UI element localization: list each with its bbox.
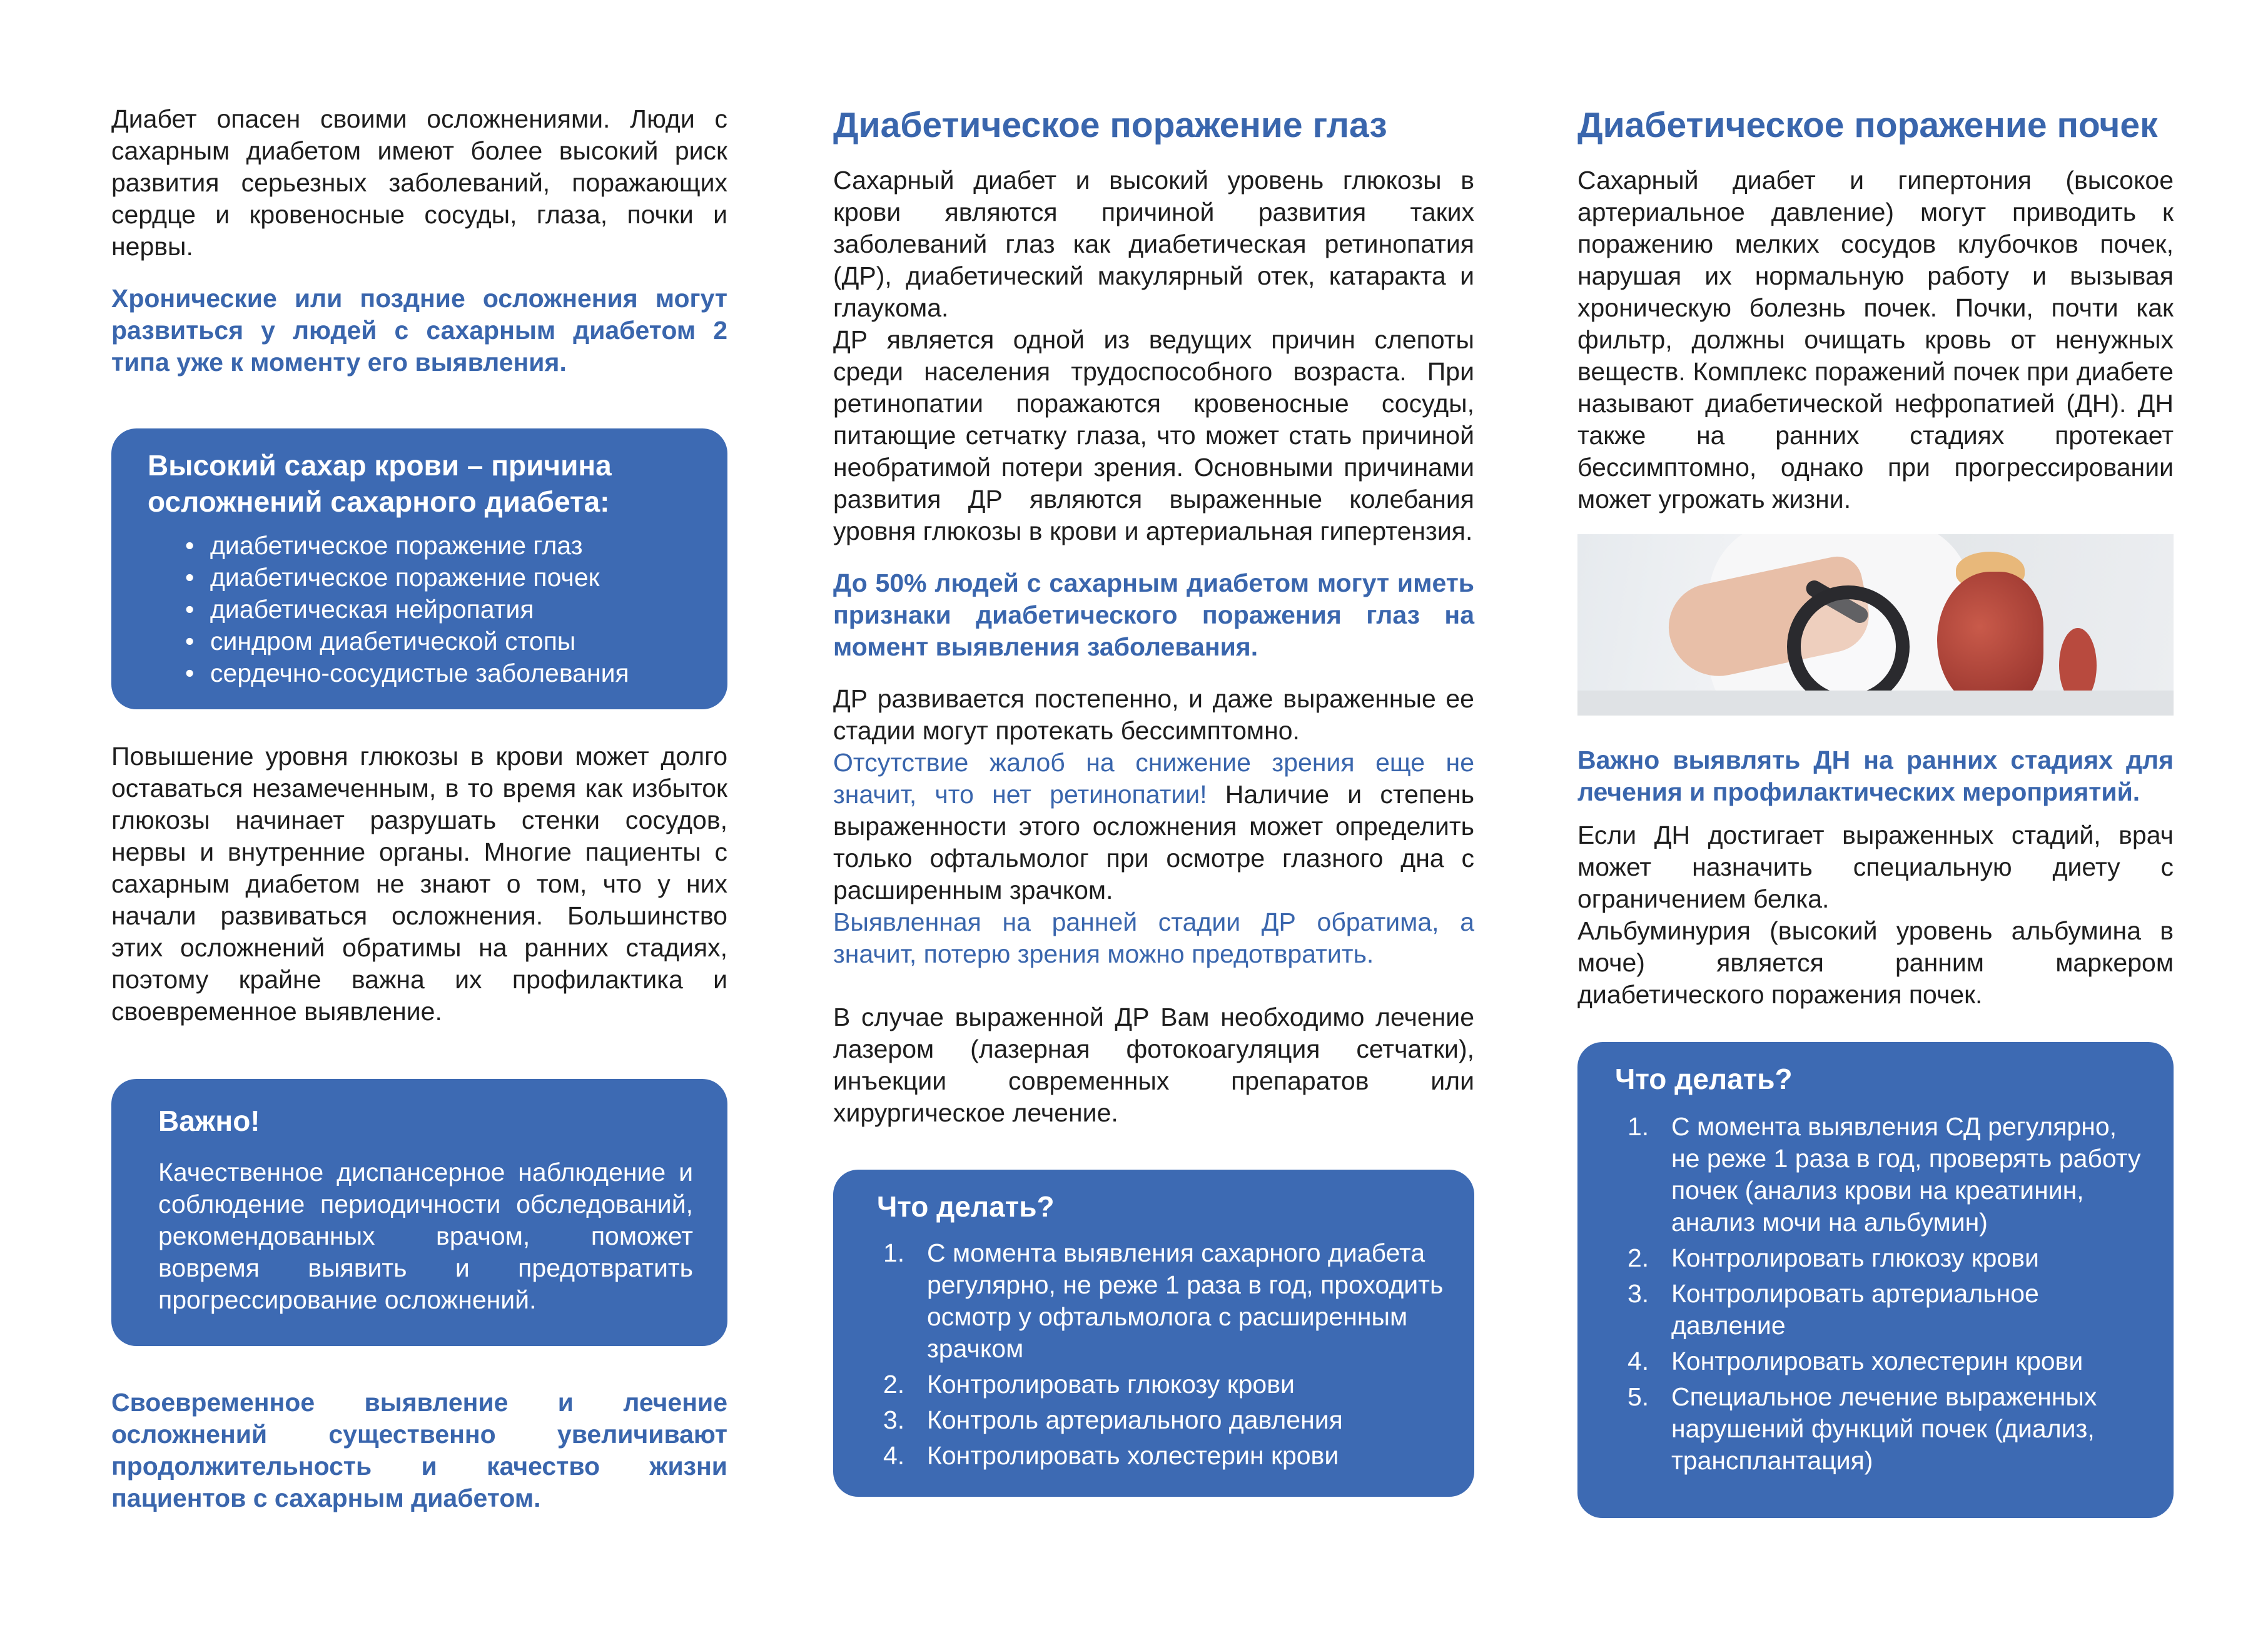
- bullet-icon: •: [185, 659, 195, 687]
- bullet-icon: •: [185, 531, 195, 560]
- kidney-magnifier-photo: [1577, 534, 2174, 716]
- column-left: [111, 103, 727, 1514]
- eyes-warning: Отсутствие жалоб на снижение зрения еще не значит, что нет ретинопатии!: [833, 748, 1474, 809]
- kidney-model-icon: [1937, 572, 2043, 709]
- list-item: • диабетическая нейропатия: [148, 594, 696, 625]
- eyes-paragraph-3: ДР развивается постепенно, и даже выраженные ее стадии могут протекать бессимптомно.: [833, 684, 1474, 745]
- eyes-reversible-note: Выявленная на ранней стадии ДР обратима, а значит, потерю зрения можно предотвратить.: [833, 908, 1474, 968]
- bullet-icon: •: [185, 627, 195, 656]
- kidneys-paragraph-3: Альбуминурия (высокий уровень альбумина в моче) является ранним маркером диабетического поражения почек.: [1577, 916, 2174, 1009]
- magnifying-glass-icon: [1787, 585, 1910, 708]
- list-item: 4. Контролировать холестерин крови: [883, 1441, 1339, 1470]
- bullet-icon: •: [185, 595, 195, 624]
- column-right: [1577, 103, 2174, 1518]
- list-item: 4. Контролировать холестерин крови: [1628, 1347, 2083, 1375]
- list-item: • диабетическое поражение почек: [148, 562, 696, 594]
- list-item: 2. Контролировать глюкозу крови: [1628, 1243, 2039, 1272]
- list-item: • сердечно-сосудистые заболевания: [148, 657, 696, 689]
- glucose-paragraph: Повышение уровня глюкозы в крови может долго оставаться незамеченным, в то время как избыток глюкозы начинает разрушать стенки сосудов, нервы и внутренние органы. Многие пациенты с сахарным диабетом не знают о том, что у них начали развиваться осложнения. Большинство этих осложнений обратимы на ранних стадиях, поэтому крайне важна их профилактика и своевременное выявление.: [111, 742, 727, 1026]
- eyes-paragraph-1: Сахарный диабет и высокий уровень глюкозы в крови являются причиной развития таких заболеваний глаз как диабетическая ретинопатия (ДР), диабетический макулярный отек, катаракта и глаукома.: [833, 166, 1474, 322]
- kidneys-heading: Диабетическое поражение почек: [1577, 105, 2158, 145]
- important-box-text: Качественное диспансерное наблюдение и соблюдение периодичности обследований, рекомендованных врачом, поможет вовремя выявить и предотвратить прогрессирование осложнений.: [158, 1158, 693, 1314]
- list-item: 1. С момента выявления сахарного диабета регулярно, не реже 1 раза в год, проходить осмотр у офтальмолога с расширенным зрачком: [883, 1238, 1444, 1363]
- eyes-treatment-paragraph: В случае выраженной ДР Вам необходимо лечение лазером (лазерная фотокоагуляция сетчатки), инъекции современных препаратов или хирургическое лечение.: [833, 1003, 1474, 1127]
- important-box: [111, 1079, 727, 1346]
- causes-box: [111, 428, 727, 709]
- column-middle: [833, 103, 1474, 1497]
- list-item: 5. Специальное лечение выраженных нарушений функций почек (диализ, трансплантация): [1628, 1382, 2097, 1475]
- bullet-icon: •: [185, 563, 195, 592]
- list-item: • диабетическое поражение глаз: [148, 530, 696, 562]
- kidneys-todo-list: [1596, 1111, 2149, 1477]
- causes-list: [148, 530, 696, 689]
- eyes-heading: Диабетическое поражение глаз: [833, 105, 1387, 145]
- list-item: 2. Контролировать глюкозу крови: [883, 1370, 1295, 1399]
- kidneys-todo-box: [1577, 1042, 2174, 1518]
- list-item: 1. С момента выявления СД регулярно, не реже 1 раза в год, проверять работу почек (анализ крови на креатинин, анализ мочи на альбумин): [1628, 1112, 2141, 1237]
- eyes-paragraph-2: ДР является одной из ведущих причин слепоты среди населения трудоспособного возраста. При ретинопатии поражаются кровеносные сосуды, питающие сетчатку глаза, что может стать причиной необратимой потери зрения. Основными причинами развития ДР являются выраженные колебания уровня глюкозы в крови и артериальная гипертензия.: [833, 325, 1474, 545]
- eyes-todo-box: [833, 1170, 1474, 1497]
- list-item: 3. Контроль артериального давления: [883, 1405, 1343, 1434]
- kidneys-paragraph-2: Если ДН достигает выраженных стадий, врач может назначить специальную диету с ограничением белка.: [1577, 821, 2174, 913]
- eyes-todo-title: Что делать?: [877, 1190, 1055, 1223]
- kidneys-highlight: Важно выявлять ДН на ранних стадиях для лечения и профилактических мероприятий.: [1577, 746, 2174, 806]
- eyes-todo-list: [852, 1237, 1449, 1472]
- kidneys-todo-title: Что делать?: [1615, 1063, 1793, 1095]
- eyes-highlight: До 50% людей с сахарным диабетом могут иметь признаки диабетического поражения глаз на момент выявления заболевания.: [833, 569, 1474, 661]
- important-box-title: Важно!: [158, 1105, 260, 1137]
- list-item: 3. Контролировать артериальное давление: [1628, 1279, 2039, 1340]
- causes-box-title: Высокий сахар крови – причина осложнений сахарного диабета:: [148, 449, 612, 518]
- kidneys-paragraph-1: Сахарный диабет и гипертония (высокое артериальное давление) могут приводить к поражению мелких сосудов клубочков почек, нарушая их нормальную работу и вызывая хроническую болезнь почек. Почки, почти как фильтр, должны очищать кровь от ненужных веществ. Комплекс поражений почек при диабете называют диабетической нефропатией (ДН). ДН также на ранних стадиях протекает бессимптомно, однако при прогрессировании может угрожать жизни.: [1577, 166, 2174, 514]
- chronic-complications-note: Хронические или поздние осложнения могут развиться у людей с сахарным диабетом 2 типа уже к моменту его выявления.: [111, 284, 727, 377]
- eyes-paragraph-4: Отсутствие жалоб на снижение зрения еще не значит, что нет ретинопатии! Наличие и степень выраженности этого осложнения может определить только офтальмолог при осмотре глазного дна с расширенным зрачком.: [833, 748, 1474, 904]
- intro-paragraph: Диабет опасен своими осложнениями. Люди с сахарным диабетом имеют более высокий риск развития серьезных заболеваний, поражающих сердце и кровеносные сосуды, глаза, почки и нервы.: [111, 104, 727, 261]
- list-item: • синдром диабетической стопы: [148, 625, 696, 657]
- closing-note: Своевременное выявление и лечение осложнений существенно увеличивают продолжительность и качество жизни пациентов с сахарным диабетом.: [111, 1388, 727, 1512]
